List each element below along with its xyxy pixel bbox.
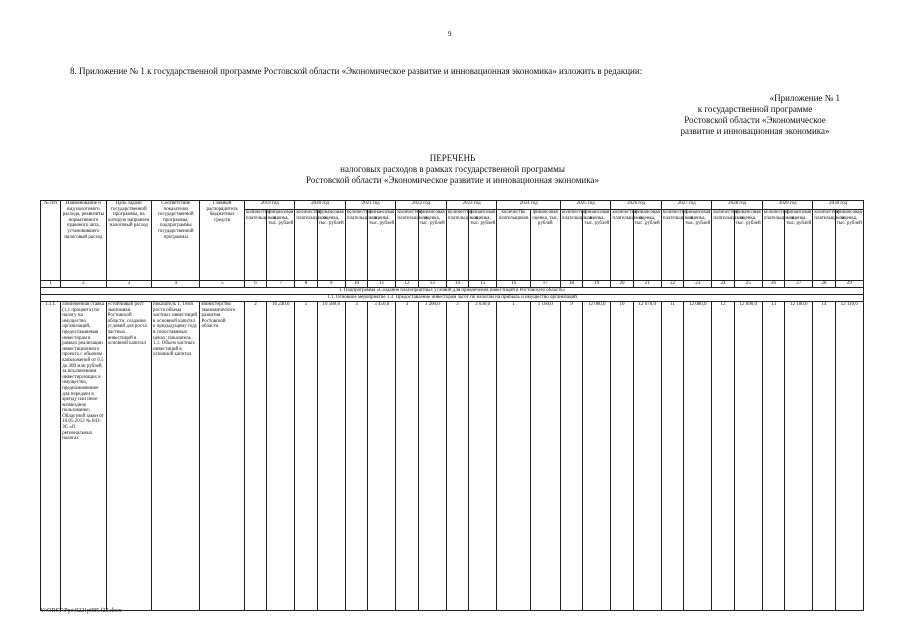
header-count: количество плательщиков	[295, 210, 317, 281]
header-fin: финансовая оценка, тыс. рублей	[583, 210, 611, 281]
subprogram-row: 1. Подпрограмма «Создание благоприятных условий для привлечения инвестиций в Ростовскую область»	[41, 288, 864, 295]
cell-fin: 3 450,0	[368, 302, 396, 611]
column-number: 10	[345, 281, 367, 288]
row-admin: министерство экономического развития Ростовской области	[200, 302, 244, 611]
header-year: 2029 год	[762, 201, 812, 210]
table-row	[41, 302, 864, 611]
intro-paragraph: 8. Приложение № 1 к государственной программе Ростовской области «Экономическое развитие и инновационная экономика» изложить в редакции:	[70, 66, 643, 76]
header-count: количество плательщиков	[244, 210, 266, 281]
column-number: 8	[295, 281, 317, 288]
column-number: 24	[712, 281, 734, 288]
column-number: 15	[469, 281, 497, 288]
cell-count: 3	[446, 302, 468, 611]
header-count: количество плательщиков	[813, 210, 835, 281]
header-match: Соответствие показателю государственной программы, подпрограммы государственной программы	[152, 201, 200, 281]
cell-fin: 12 100,0	[785, 302, 813, 611]
column-number: 23	[684, 281, 712, 288]
row-match: показатель 1. Темп роста объема частных инвестиций в основной капитал к предыдущему году в сопоставимых ценах; показатель 1.1. Объем частных инвестиций в основной капитал	[152, 302, 200, 611]
column-number: 4	[152, 281, 200, 288]
tax-expenditure-table	[40, 200, 864, 611]
cell-count: 10	[611, 302, 633, 611]
cell-fin: 12 090,0	[734, 302, 762, 611]
column-number: 1	[41, 281, 61, 288]
header-year: 2025 год	[560, 201, 610, 210]
cell-count: 3	[345, 302, 367, 611]
cell-fin: 3 030,0	[469, 302, 497, 611]
row-number: 1.1.1.	[41, 302, 61, 611]
row-name: Пониженная ставка (1,1 процента) по налогу на имущество организаций, предоставляемая инвесторам в рамках реализации инвестиционного проекта с объемом капвложений от 0,5 до 300 млн рублей, за исключением инвестирующих в имущество, предназначенное для передачи в аренду или иное возмездное пользование; Областной закон от 10.05.2012 № 843-ЗС «О региональных налогах	[61, 302, 106, 611]
header-year: 2027 год	[661, 201, 711, 210]
document-title	[270, 153, 635, 186]
header-fin: финансовая оценка, тыс. рублей	[469, 210, 497, 281]
header-count: количество плательщиков	[560, 210, 582, 281]
header-year: 2024 год	[497, 201, 561, 210]
column-number: 6	[244, 281, 266, 288]
column-number: 22	[661, 281, 683, 288]
row-goal: устойчивый рост экономики Ростовской области, создание условий для роста частных инвестиций в основной капитал	[106, 302, 151, 611]
cell-count: 2	[244, 302, 266, 611]
column-number: 2	[61, 281, 106, 288]
title-line: Ростовской области «Экономическое развитие и инновационная экономика»	[306, 175, 599, 185]
cell-count: 1	[497, 302, 530, 611]
header-count: количество плательщиков	[396, 210, 418, 281]
header-fin: финансовая оценка, тыс. рублей	[368, 210, 396, 281]
header-count: количество плательщиков	[661, 210, 683, 281]
header-fin: финансовая оценка, тыс. рублей	[267, 210, 295, 281]
title-line: ПЕРЕЧЕНЬ	[429, 153, 476, 163]
cell-fin: 12 070,0	[633, 302, 661, 611]
header-year: 2019 год	[244, 201, 294, 210]
header-fin: финансовая оценка, тыс. рублей	[418, 210, 446, 281]
header-fin: финансовая оценка, тыс. рублей	[835, 210, 863, 281]
cell-fin: 12 080,0	[684, 302, 712, 611]
column-number: 26	[762, 281, 784, 288]
column-number: 20	[611, 281, 633, 288]
column-number: 3	[106, 281, 151, 288]
column-number: 28	[813, 281, 835, 288]
column-number: 16	[497, 281, 530, 288]
column-number: 29	[835, 281, 863, 288]
column-number: 5	[200, 281, 244, 288]
cell-count: 3	[396, 302, 418, 611]
header-year: 2020 год	[295, 201, 345, 210]
column-number: 21	[633, 281, 661, 288]
cell-count: 11	[661, 302, 683, 611]
appendix-heading	[640, 93, 870, 137]
header-year: 2023 год	[446, 201, 496, 210]
cell-count: 13	[762, 302, 784, 611]
cell-fin: 10 580,0	[317, 302, 345, 611]
appendix-line: развитие и инновационная экономика»	[680, 126, 830, 136]
column-number: 7	[267, 281, 295, 288]
column-number: 27	[785, 281, 813, 288]
header-name: Наименование и вид налогового расхода, реквизиты нормативного правового акта, установившего налоговый расход	[61, 201, 106, 281]
column-number: 13	[418, 281, 446, 288]
title-line: налоговых расходов в рамках государственной программы	[340, 164, 565, 174]
column-number: 14	[446, 281, 468, 288]
cell-count: 12	[712, 302, 734, 611]
cell-count: 5	[295, 302, 317, 611]
column-number: 18	[560, 281, 582, 288]
header-year: 2021 год	[345, 201, 395, 210]
header-count: количество плательщиков	[345, 210, 367, 281]
header-fin: финансовая оценка, тыс. рублей	[734, 210, 762, 281]
header-fin: финансовая оценка, тыс. рублей	[317, 210, 345, 281]
header-count: количество плательщиков	[712, 210, 734, 281]
column-number: 25	[734, 281, 762, 288]
header-year: 2030 год	[813, 201, 864, 210]
cell-count: 9	[560, 302, 582, 611]
header-fin: финансовая оценка, тыс. рублей	[785, 210, 813, 281]
header-count: количество плательщиков	[497, 210, 530, 281]
cell-fin: 12 110,0	[835, 302, 863, 611]
header-count: количество плательщиков	[446, 210, 468, 281]
header-fin: финансовая оценка, тыс. рублей	[633, 210, 661, 281]
header-fin: финансовая оценка, тыс. рублей	[684, 210, 712, 281]
measure-row: 1.1. Основное мероприятие 1.3. Предоставление инвесторам льгот по налогам на прибыль и имущество организаций	[41, 295, 864, 302]
page-number: 9	[448, 30, 452, 38]
header-count: количество плательщиков	[762, 210, 784, 281]
header-fin: финансовая оценка, тыс. рублей	[530, 210, 560, 281]
column-number: 19	[583, 281, 611, 288]
cell-fin: 3 200,0	[418, 302, 446, 611]
appendix-line: «Приложение № 1	[769, 93, 840, 103]
column-number: 17	[530, 281, 560, 288]
column-number: 9	[317, 281, 345, 288]
column-number: 12	[396, 281, 418, 288]
cell-fin: 12 060,0	[583, 302, 611, 611]
header-goal: Цель задачи государственной программы, на которую направлен налоговый расход	[106, 201, 151, 281]
header-count: количество плательщиков	[611, 210, 633, 281]
header-year: 2022 год	[396, 201, 446, 210]
appendix-line: Ростовской области «Экономическое	[684, 115, 826, 125]
appendix-line: к государственной программе	[697, 104, 813, 114]
column-number-row	[41, 281, 864, 288]
column-number: 11	[368, 281, 396, 288]
header-num: № п/п	[41, 201, 61, 281]
header-admin: Главный распорядитель бюджетных средств	[200, 201, 244, 281]
cell-fin: 1 160,0	[530, 302, 560, 611]
cell-fin: 16 240,0	[267, 302, 295, 611]
cell-count: 14	[813, 302, 835, 611]
header-year: 2028 год	[712, 201, 762, 210]
file-path-footer: Y:\ORST\Ppo\0221p085.f22.docx	[40, 608, 122, 614]
header-year: 2026 год	[611, 201, 661, 210]
